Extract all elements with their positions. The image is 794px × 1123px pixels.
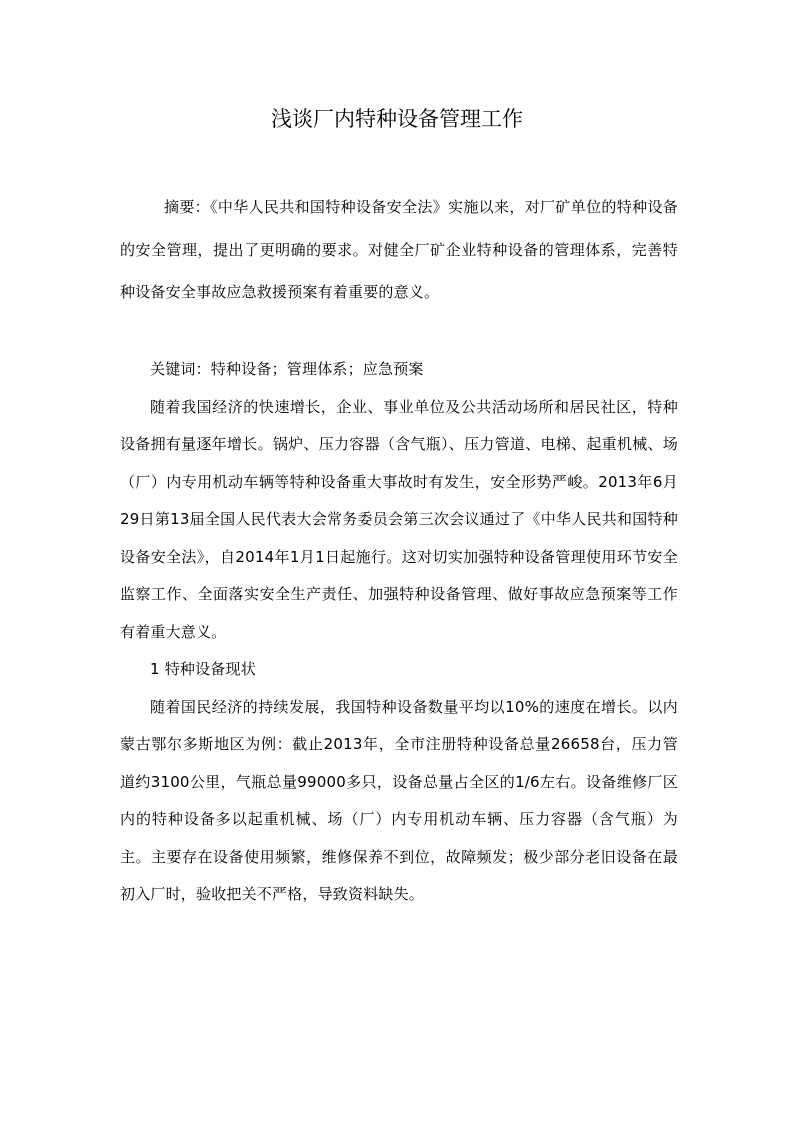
body-paragraph: 随着国民经济的持续发展，我国特种设备数量平均以10%的速度在增长。以内蒙古鄂尔多斯地区为例：截止2013年，全市注册特种设备总量26658台，压力管道约3100公里，气瓶总量99000多只，设备总量占全区的1/6左右。设备维修厂区内的特种设备多以起重机械、场（厂）内专用机动车辆、压力容器（含气瓶）为主。主要存在设备使用频繁，维修保养不到位，故障频发；极少部分老旧设备在最初入厂时，验收把关不严格，导致资料缺失。 — [120, 697, 678, 903]
abstract-section — [120, 186, 678, 314]
document-title: 浅谈厂内特种设备管理工作 — [271, 107, 523, 131]
section-heading: 1 特种设备现状 — [150, 660, 256, 678]
abstract-text: 摘要：《中华人民共和国特种设备安全法》实施以来，对厂矿单位的特种设备的安全管理，提出了更明确的要求。对健全厂矿企业特种设备的管理体系，完善特种设备安全事故应急救援预案有着重要的意义。 — [120, 198, 678, 301]
body-paragraph: 随着我国经济的快速增长，企业、事业单位及公共活动场所和居民社区，特种设备拥有量逐年增长。锅炉、压力容器（含气瓶）、压力管道、电梯、起重机械、场（厂）内专用机动车辆等特种设备重大事故时有发生，安全形势严峻。2013年6月29日第13届全国人民代表大会常务委员会第三次会议通过了《中华人民共和国特种设备安全法》，自2014年1月1日起施行。这对切实加强特种设备管理使用环节安全监察工作、全面落实安全生产责任、加强特种设备管理、做好事故应急预案等工作有着重大意义。 — [120, 397, 678, 641]
main-body — [120, 351, 678, 914]
keywords-line: 关键词：特种设备；管理体系；应急预案 — [150, 360, 424, 378]
